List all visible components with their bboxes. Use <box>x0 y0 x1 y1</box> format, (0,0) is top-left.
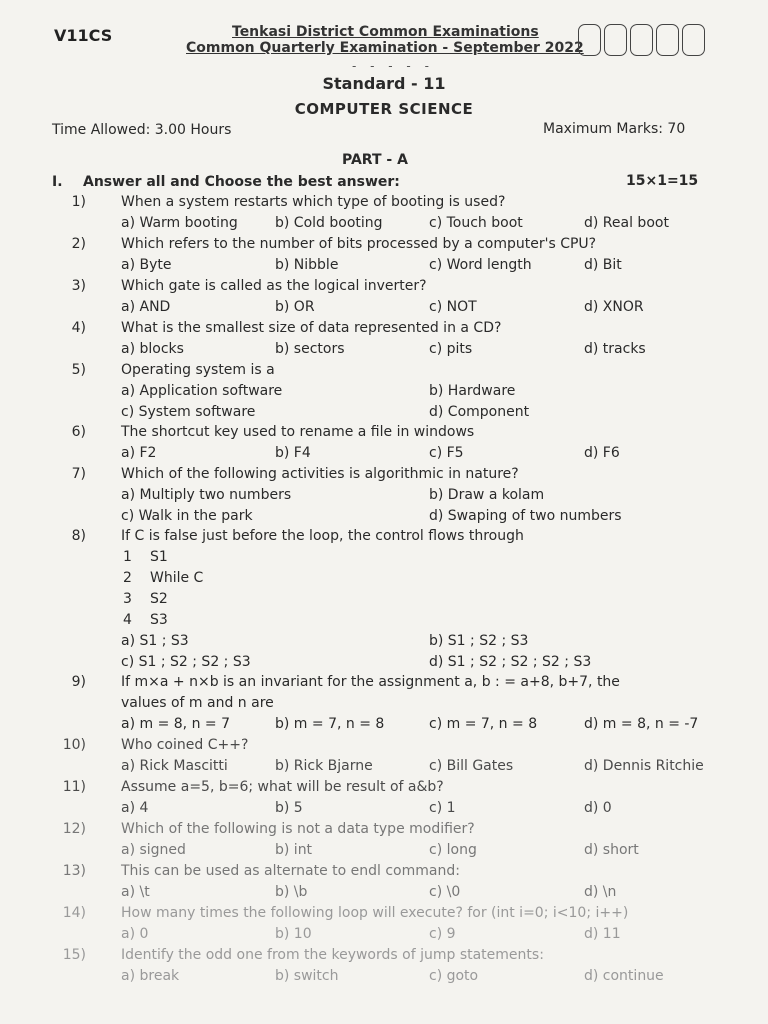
section-marks: 15×1=15 <box>626 173 699 189</box>
answer-option: c) 9 <box>429 926 456 942</box>
question-number: 6) <box>71 424 86 440</box>
answer-option: a) blocks <box>121 341 184 357</box>
code-line-number: 4 <box>123 612 132 628</box>
answer-option: a) F2 <box>121 445 157 461</box>
code-line-number: 3 <box>123 591 132 607</box>
district-title: Tenkasi District Common Examinations <box>232 24 539 40</box>
answer-option: c) F5 <box>429 445 464 461</box>
answer-option: b) sectors <box>275 341 345 357</box>
register-box <box>682 24 705 56</box>
answer-option: b) \b <box>275 884 308 900</box>
answer-option: d) tracks <box>584 341 646 357</box>
question-number: 13) <box>62 863 86 879</box>
answer-option: c) Word length <box>429 257 532 273</box>
question-number: 12) <box>62 821 86 837</box>
time-allowed: Time Allowed: 3.00 Hours <box>52 122 232 138</box>
answer-option: d) Real boot <box>584 215 669 231</box>
answer-option: c) S1 ; S2 ; S2 ; S3 <box>121 654 251 670</box>
code-line-text: S1 <box>150 549 168 565</box>
answer-option: b) Draw a kolam <box>429 487 545 503</box>
answer-option: d) short <box>584 842 639 858</box>
question-number: 7) <box>71 466 86 482</box>
answer-option: b) 10 <box>275 926 312 942</box>
answer-option: d) Bit <box>584 257 622 273</box>
answer-option: d) m = 8, n = -7 <box>584 716 699 732</box>
question-text: If m×a + n×b is an invariant for the assignment a, b : = a+8, b+7, the <box>121 674 620 690</box>
question-number: 11) <box>62 779 86 795</box>
answer-option: d) XNOR <box>584 299 644 315</box>
answer-option: b) int <box>275 842 313 858</box>
answer-option: c) NOT <box>429 299 477 315</box>
subject-title: COMPUTER SCIENCE <box>294 100 474 118</box>
maximum-marks: Maximum Marks: 70 <box>543 121 686 137</box>
question-number: 15) <box>62 947 86 963</box>
answer-option: a) signed <box>121 842 186 858</box>
question-text: values of m and n are <box>121 695 274 711</box>
code-line-text: S3 <box>150 612 168 628</box>
answer-option: c) m = 7, n = 8 <box>429 716 538 732</box>
answer-option: a) 4 <box>121 800 149 816</box>
header-divider: - - - - - <box>352 59 434 73</box>
section-instruction: Answer all and Choose the best answer: <box>83 174 400 190</box>
answer-option: a) S1 ; S3 <box>121 633 189 649</box>
question-text: This can be used as alternate to endl command: <box>121 863 460 879</box>
answer-option: b) switch <box>275 968 339 984</box>
answer-option: c) pits <box>429 341 473 357</box>
answer-option: a) Warm booting <box>121 215 238 231</box>
question-number: 1) <box>71 194 86 210</box>
question-number: 14) <box>62 905 86 921</box>
question-number: 3) <box>71 278 86 294</box>
answer-option: c) System software <box>121 404 256 420</box>
answer-option: d) S1 ; S2 ; S2 ; S2 ; S3 <box>429 654 592 670</box>
answer-option: d) Swaping of two numbers <box>429 508 622 524</box>
question-number: 10) <box>62 737 86 753</box>
answer-option: a) Byte <box>121 257 172 273</box>
answer-option: d) F6 <box>584 445 620 461</box>
answer-option: a) Multiply two numbers <box>121 487 292 503</box>
question-text: Operating system is a <box>121 362 275 378</box>
code-line-text: S2 <box>150 591 168 607</box>
answer-option: b) Cold booting <box>275 215 383 231</box>
question-number: 5) <box>71 362 86 378</box>
answer-option: b) Nibble <box>275 257 339 273</box>
question-number: 4) <box>71 320 86 336</box>
answer-option: b) OR <box>275 299 315 315</box>
answer-option: a) break <box>121 968 180 984</box>
question-text: Identify the odd one from the keywords of jump statements: <box>121 947 544 963</box>
code-line-number: 1 <box>123 549 132 565</box>
answer-option: c) Touch boot <box>429 215 523 231</box>
answer-option: a) Rick Mascitti <box>121 758 228 774</box>
answer-option: c) long <box>429 842 477 858</box>
answer-option: c) \0 <box>429 884 461 900</box>
answer-option: d) 0 <box>584 800 612 816</box>
question-text: Which refers to the number of bits processed by a computer's CPU? <box>121 236 597 252</box>
answer-option: b) F4 <box>275 445 311 461</box>
answer-option: d) \n <box>584 884 617 900</box>
register-box <box>630 24 653 56</box>
register-number-boxes <box>578 24 708 56</box>
answer-option: c) Bill Gates <box>429 758 514 774</box>
answer-option: b) Rick Bjarne <box>275 758 373 774</box>
answer-option: d) Component <box>429 404 530 420</box>
question-text: Who coined C++? <box>121 737 249 753</box>
answer-option: b) m = 7, n = 8 <box>275 716 385 732</box>
answer-option: c) 1 <box>429 800 456 816</box>
register-box <box>604 24 627 56</box>
code-line-number: 2 <box>123 570 132 586</box>
answer-option: b) Hardware <box>429 383 516 399</box>
exam-title: Common Quarterly Examination - September 2022 <box>186 40 584 56</box>
standard-title: Standard - 11 <box>322 74 446 93</box>
answer-option: d) continue <box>584 968 664 984</box>
paper-code: V11CS <box>54 26 113 45</box>
answer-option: c) goto <box>429 968 479 984</box>
answer-option: d) 11 <box>584 926 621 942</box>
register-box <box>656 24 679 56</box>
answer-option: a) 0 <box>121 926 149 942</box>
question-number: 9) <box>71 674 86 690</box>
question-text: Which of the following is not a data type modifier? <box>121 821 475 837</box>
question-text: The shortcut key used to rename a file in windows <box>121 424 475 440</box>
answer-option: d) Dennis Ritchie <box>584 758 704 774</box>
question-text: Which of the following activities is algorithmic in nature? <box>121 466 519 482</box>
part-title: PART - A <box>342 152 408 168</box>
question-text: Assume a=5, b=6; what will be result of a&b? <box>121 779 444 795</box>
answer-option: a) Application software <box>121 383 283 399</box>
code-line-text: While C <box>150 570 204 586</box>
register-box <box>578 24 601 56</box>
answer-option: b) S1 ; S2 ; S3 <box>429 633 529 649</box>
question-text: If C is false just before the loop, the control flows through <box>121 528 524 544</box>
question-number: 2) <box>71 236 86 252</box>
question-text: What is the smallest size of data represented in a CD? <box>121 320 502 336</box>
answer-option: c) Walk in the park <box>121 508 253 524</box>
answer-option: b) 5 <box>275 800 303 816</box>
question-number: 8) <box>71 528 86 544</box>
question-text: Which gate is called as the logical inverter? <box>121 278 427 294</box>
question-text: How many times the following loop will execute? for (int i=0; i<10; i++) <box>121 905 629 921</box>
answer-option: a) AND <box>121 299 171 315</box>
question-text: When a system restarts which type of booting is used? <box>121 194 506 210</box>
section-number: I. <box>52 174 63 190</box>
answer-option: a) \t <box>121 884 150 900</box>
answer-option: a) m = 8, n = 7 <box>121 716 230 732</box>
